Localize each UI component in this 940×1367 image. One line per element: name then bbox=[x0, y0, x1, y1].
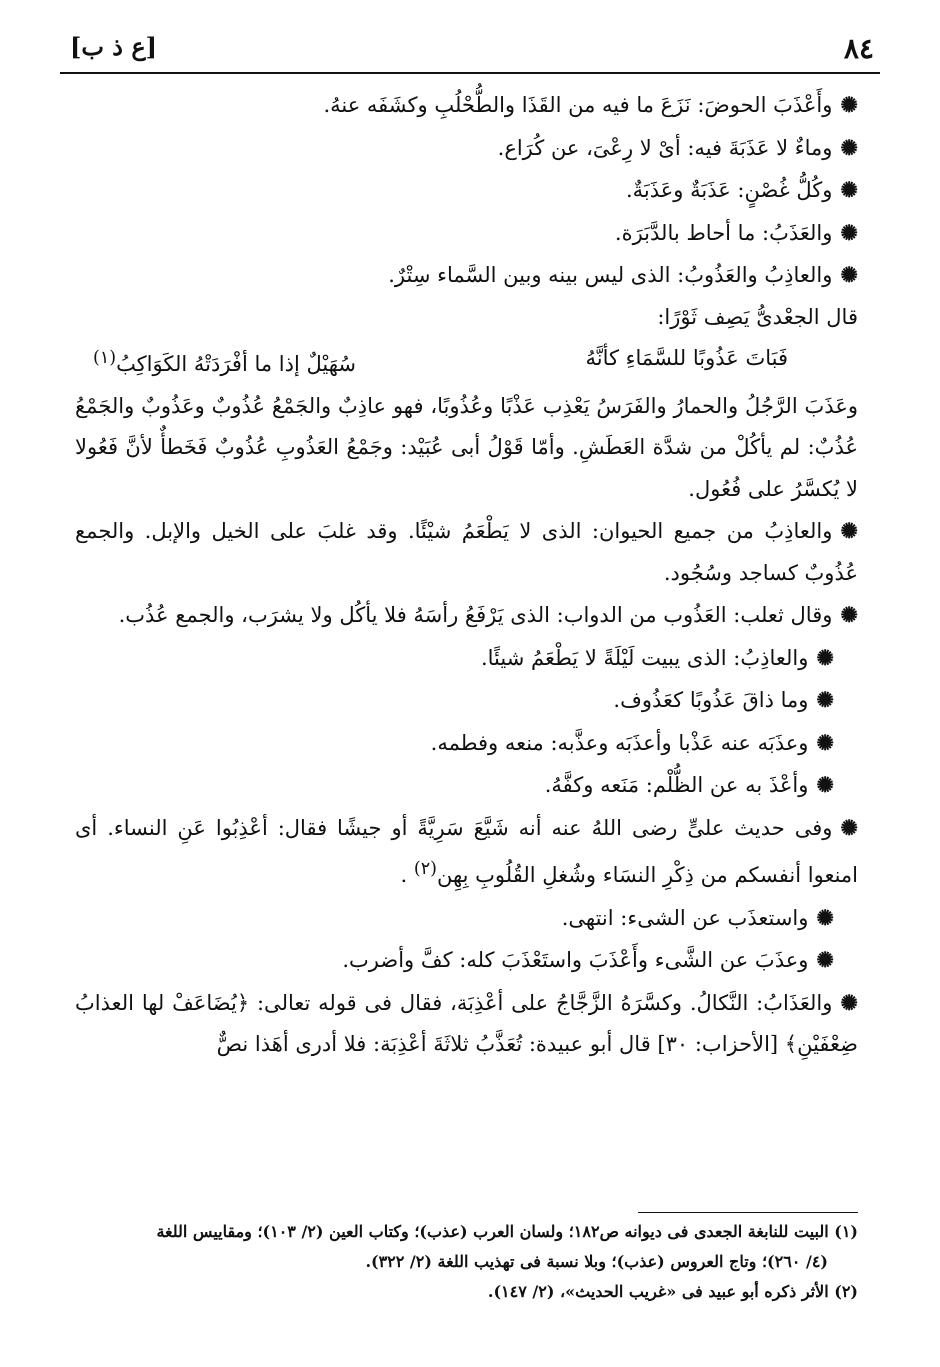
header-rule bbox=[60, 72, 880, 74]
main-text bbox=[75, 84, 858, 1066]
entry: ✺ والعَذَابُ: النَّكالُ. وكسَّرَهُ الزَّجَّاجُ على أعْذِبَة، فقال فى قوله تعالى: ﴿يُضَاعَفْ لها العذابُ ضِعْفَيْنِ﴾ [الأحزاب: ٣٠] قال أبو عبيدة: تُعَذَّبُ ثلاثَةَ أعْذِبَة: فلا أدرى أهَذا نصٌّ bbox=[75, 982, 858, 1066]
entry: ✺ وأعْذَ به عن الظُّلْم: مَنَعه وكفَّهُ. bbox=[75, 764, 858, 807]
entry: ✺ وما ذاقَ عَذُوبًا كعَذُوف. bbox=[75, 679, 858, 722]
footnotes bbox=[75, 1212, 858, 1307]
entry: ✺ والعاذِبُ من جميع الحيوان: الذى لا يَطْعَمُ شيْئًا. وقد غلبَ على الخيل والإبل. والجمع عُذُوبٌ كساجد وسُجُود. bbox=[75, 510, 858, 594]
entry: ✺ وفى حديث علىٍّ رضى اللهُ عنه أنه شَيَّعَ سَرِيَّةً أو جيشًا فقال: أعْذِبُوا عَنِ النساء. أى امنعوا أنفسكم من ذِكْرِ النسَاء وشُغلِ القُلُوبِ بِهِن$^{(٢)}$ . bbox=[75, 807, 858, 897]
footnote-ref: (١) bbox=[93, 348, 117, 368]
entry: ✺ والعاذِبُ: الذى يبيت لَيْلَةً لا يَطْعَمُ شيئًا. bbox=[75, 637, 858, 680]
verse-right-hemistich: فَبَاتَ عَذُوبًا للسَّمَاءِ كأنَّهُ bbox=[585, 346, 788, 370]
entry: ✺ واستعذَب عن الشىء: انتهى. bbox=[75, 897, 858, 940]
root-label: [ع ذ ب] bbox=[70, 32, 158, 61]
entry: ✺ وعذَبَه عنه عَذْبا وأعذَبَه وعذَّبه: منعه وفطمه. bbox=[75, 722, 858, 765]
footnote: (١) البيت للنابغة الجعدى فى ديوانه ص١٨٢؛ ولسان العرب (عذب)؛ وكتاب العين (٢/ ١٠٣)؛ ومقاييس اللغة bbox=[156, 1222, 858, 1241]
entry: ✺ والعاذِبُ والعَذُوبُ: الذى ليس بينه وبين السَّماء سِتْرٌ. bbox=[75, 254, 858, 297]
entry: ✺ وقال ثعلب: العَذُوب من الدواب: الذى يَرْفَعُ رأسَهُ فلا يأكُل ولا يشرَب، والجمع عُذُب. bbox=[75, 594, 858, 637]
footnote-continuation: (٤/ ٢٦٠)؛ وتاج العروس (عذب)؛ وبلا نسبة فى تهذيب اللغة (٢/ ٣٢٢). bbox=[365, 1252, 828, 1271]
verse-line bbox=[75, 338, 858, 386]
verse-intro: قال الجعْدىُّ يَصِف ثَوْرًا: bbox=[657, 304, 858, 329]
page-number: ٨٤ bbox=[843, 32, 874, 65]
verse-left-hemistich: سُهَيْلٌ إذا ما أفْرَدَتْهُ الكَوَاكِبُ$^{(١)}$ bbox=[93, 348, 356, 376]
entry: ✺ وماءٌ لا عَذَبَةَ فيه: أىْ لا رِعْىَ، عن كُرَاع. bbox=[75, 127, 858, 170]
entry: ✺ والعَذَبُ: ما أحاط بالدَّبَرَة. bbox=[75, 212, 858, 255]
entry: ✺ وعذَبَ عن الشَّىء وأَعْذَبَ واستَعْذَبَ كله: كفَّ وأضرب. bbox=[75, 939, 858, 982]
entry: ✺ وأَعْذَبَ الحوضَ: نَزَعَ ما فيه من القَذَا والطُّحْلُبِ وكشَفَه عنهُ. bbox=[75, 84, 858, 127]
footnote: (٢) الأثر ذكره أبو عبيد فى «غريب الحديث»، (٢/ ١٤٧). bbox=[487, 1282, 858, 1301]
entry: وعَذَبَ الرَّجُلُ والحمارُ والفَرَسُ يَعْذِب عَذْبًا وعُذُوبًا، فهو عاذِبٌ والجَمْعُ عُذُوبٌ وعَذُوبٌ والجَمْعُ عُذُبٌ: لم يأكُلْ من شدَّة العَطَشِ. وأمّا قَوْلُ أبى عُبَيْد: وجَمْعُ العَذُوبِ عُذُوبٌ فَخَطأٌ لأنَّ فَعُولا لا يُكسَّرُ على فُعُول. bbox=[75, 393, 858, 501]
footnote-rule bbox=[638, 1212, 858, 1213]
entry: ✺ وكُلُّ غُصْنٍ: عَذَبَةٌ وعَذَبَةٌ. bbox=[75, 169, 858, 212]
footnote-ref: (٢) bbox=[413, 859, 437, 879]
page-header bbox=[60, 30, 880, 70]
